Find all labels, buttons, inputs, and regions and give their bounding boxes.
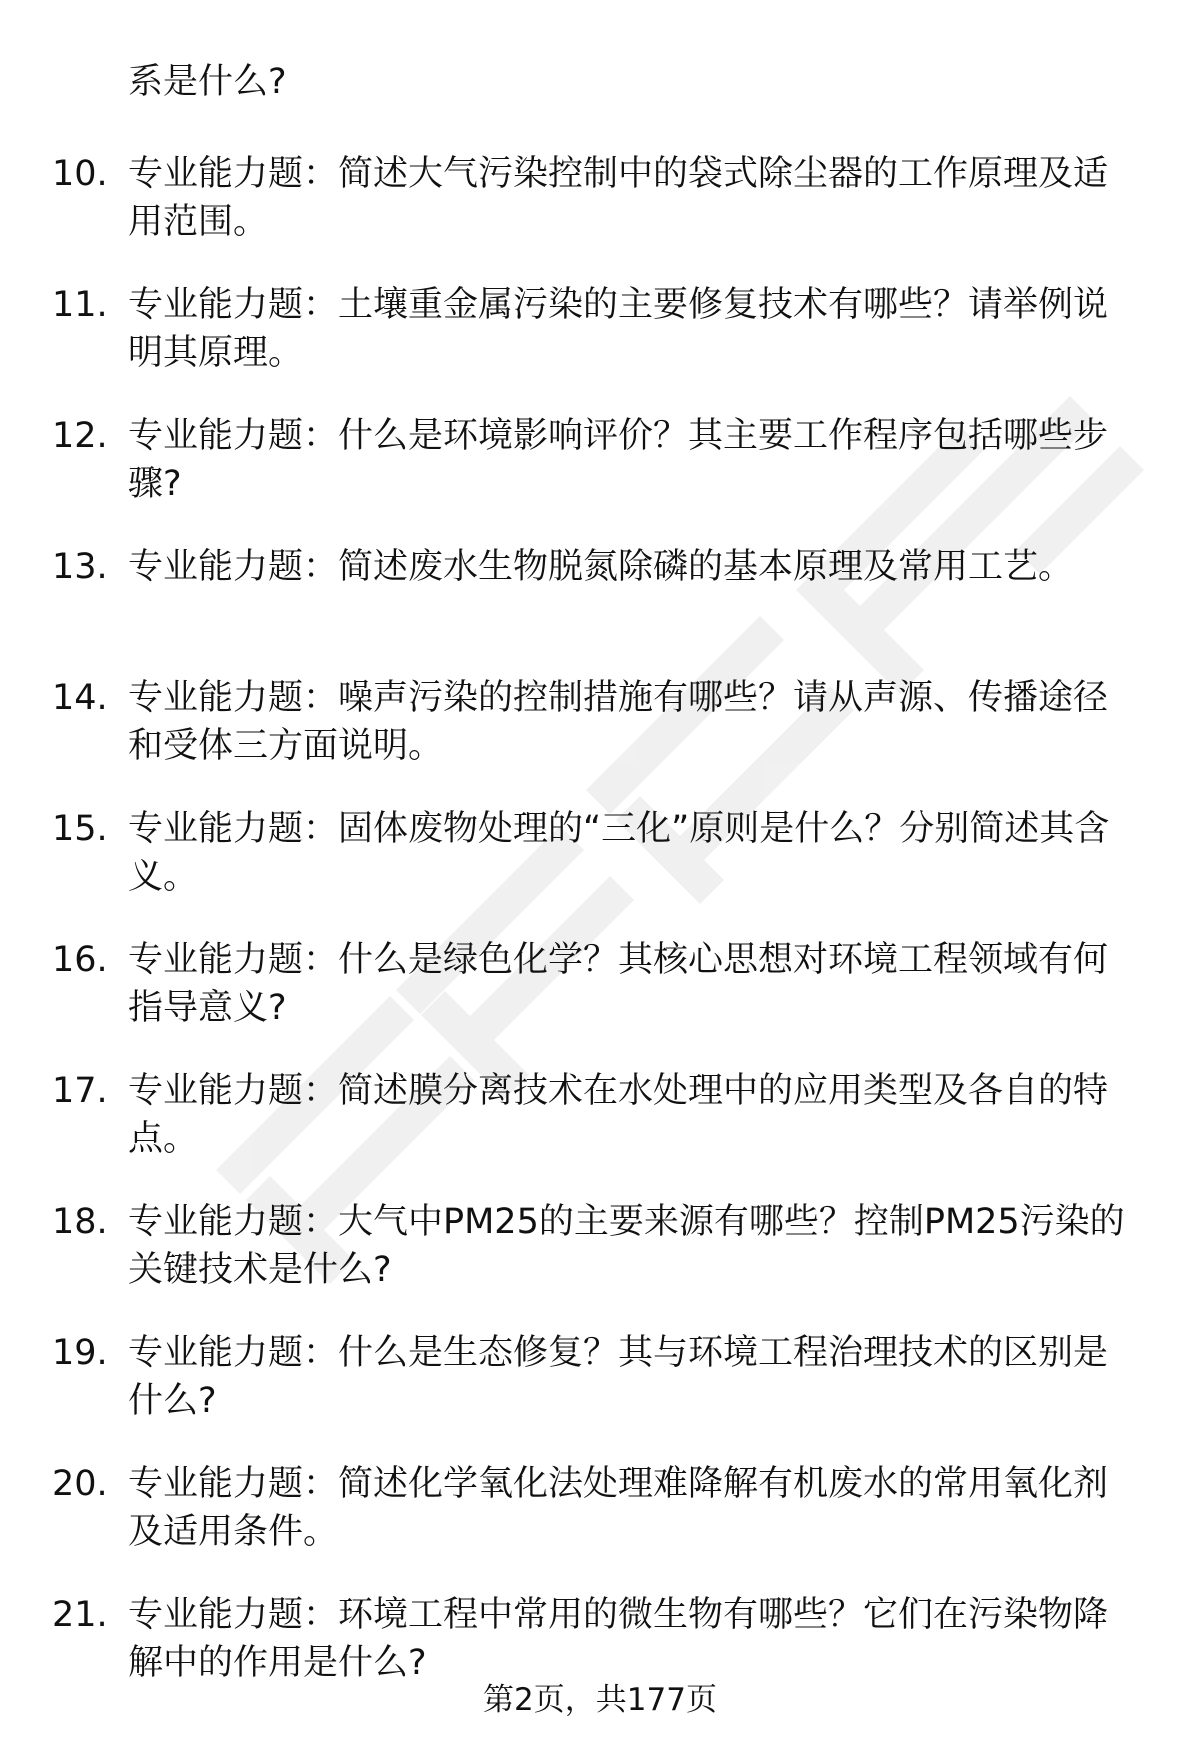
question-text: 专业能力题：环境工程中常用的微生物有哪些？它们在污染物降解中的作用是什么? bbox=[128, 1595, 1109, 1683]
question-text: 专业能力题：什么是生态修复？其与环境工程治理技术的区别是什么? bbox=[128, 1333, 1109, 1421]
question-list bbox=[0, 150, 1200, 1722]
question-number: 14. bbox=[52, 678, 108, 718]
question-number: 13. bbox=[52, 547, 108, 587]
question-number: 15. bbox=[52, 809, 108, 849]
continuation-text: 系是什么? bbox=[128, 62, 287, 102]
question-number: 17. bbox=[52, 1071, 108, 1111]
question-item bbox=[0, 281, 1200, 412]
question-item bbox=[0, 543, 1200, 674]
question-number: 19. bbox=[52, 1333, 108, 1373]
question-text: 专业能力题：固体废物处理的“三化”原则是什么？分别简述其含义。 bbox=[128, 809, 1110, 897]
question-text: 专业能力题：大气中PM25的主要来源有哪些？控制PM25污染的关键技术是什么? bbox=[128, 1202, 1125, 1290]
question-text: 专业能力题：噪声污染的控制措施有哪些？请从声源、传播途径和受体三方面说明。 bbox=[128, 678, 1109, 766]
question-text: 专业能力题：简述膜分离技术在水处理中的应用类型及各自的特点。 bbox=[128, 1071, 1109, 1159]
question-text: 专业能力题：土壤重金属污染的主要修复技术有哪些？请举例说明其原理。 bbox=[128, 285, 1109, 373]
question-text: 专业能力题：什么是环境影响评价？其主要工作程序包括哪些步骤? bbox=[128, 416, 1109, 504]
page-footer: 第2页，共177页 bbox=[483, 1682, 717, 1718]
question-item bbox=[0, 150, 1200, 281]
question-number: 12. bbox=[52, 416, 108, 456]
question-item bbox=[0, 1329, 1200, 1460]
question-number: 16. bbox=[52, 940, 108, 980]
question-text: 专业能力题：简述废水生物脱氮除磷的基本原理及常用工艺。 bbox=[128, 547, 1074, 587]
question-item bbox=[0, 674, 1200, 805]
question-item bbox=[0, 936, 1200, 1067]
question-number: 21. bbox=[52, 1595, 108, 1635]
question-number: 11. bbox=[52, 285, 108, 325]
question-text: 专业能力题：简述化学氧化法处理难降解有机废水的常用氧化剂及适用条件。 bbox=[128, 1464, 1109, 1552]
question-item bbox=[0, 805, 1200, 936]
question-item bbox=[0, 1460, 1200, 1591]
question-number: 20. bbox=[52, 1464, 108, 1504]
question-item bbox=[0, 412, 1200, 543]
question-text: 专业能力题：简述大气污染控制中的袋式除尘器的工作原理及适用范围。 bbox=[128, 154, 1109, 242]
question-item bbox=[0, 1067, 1200, 1198]
question-item bbox=[0, 1198, 1200, 1329]
question-number: 10. bbox=[52, 154, 108, 194]
question-text: 专业能力题：什么是绿色化学？其核心思想对环境工程领域有何指导意义? bbox=[128, 940, 1109, 1028]
question-number: 18. bbox=[52, 1202, 108, 1242]
